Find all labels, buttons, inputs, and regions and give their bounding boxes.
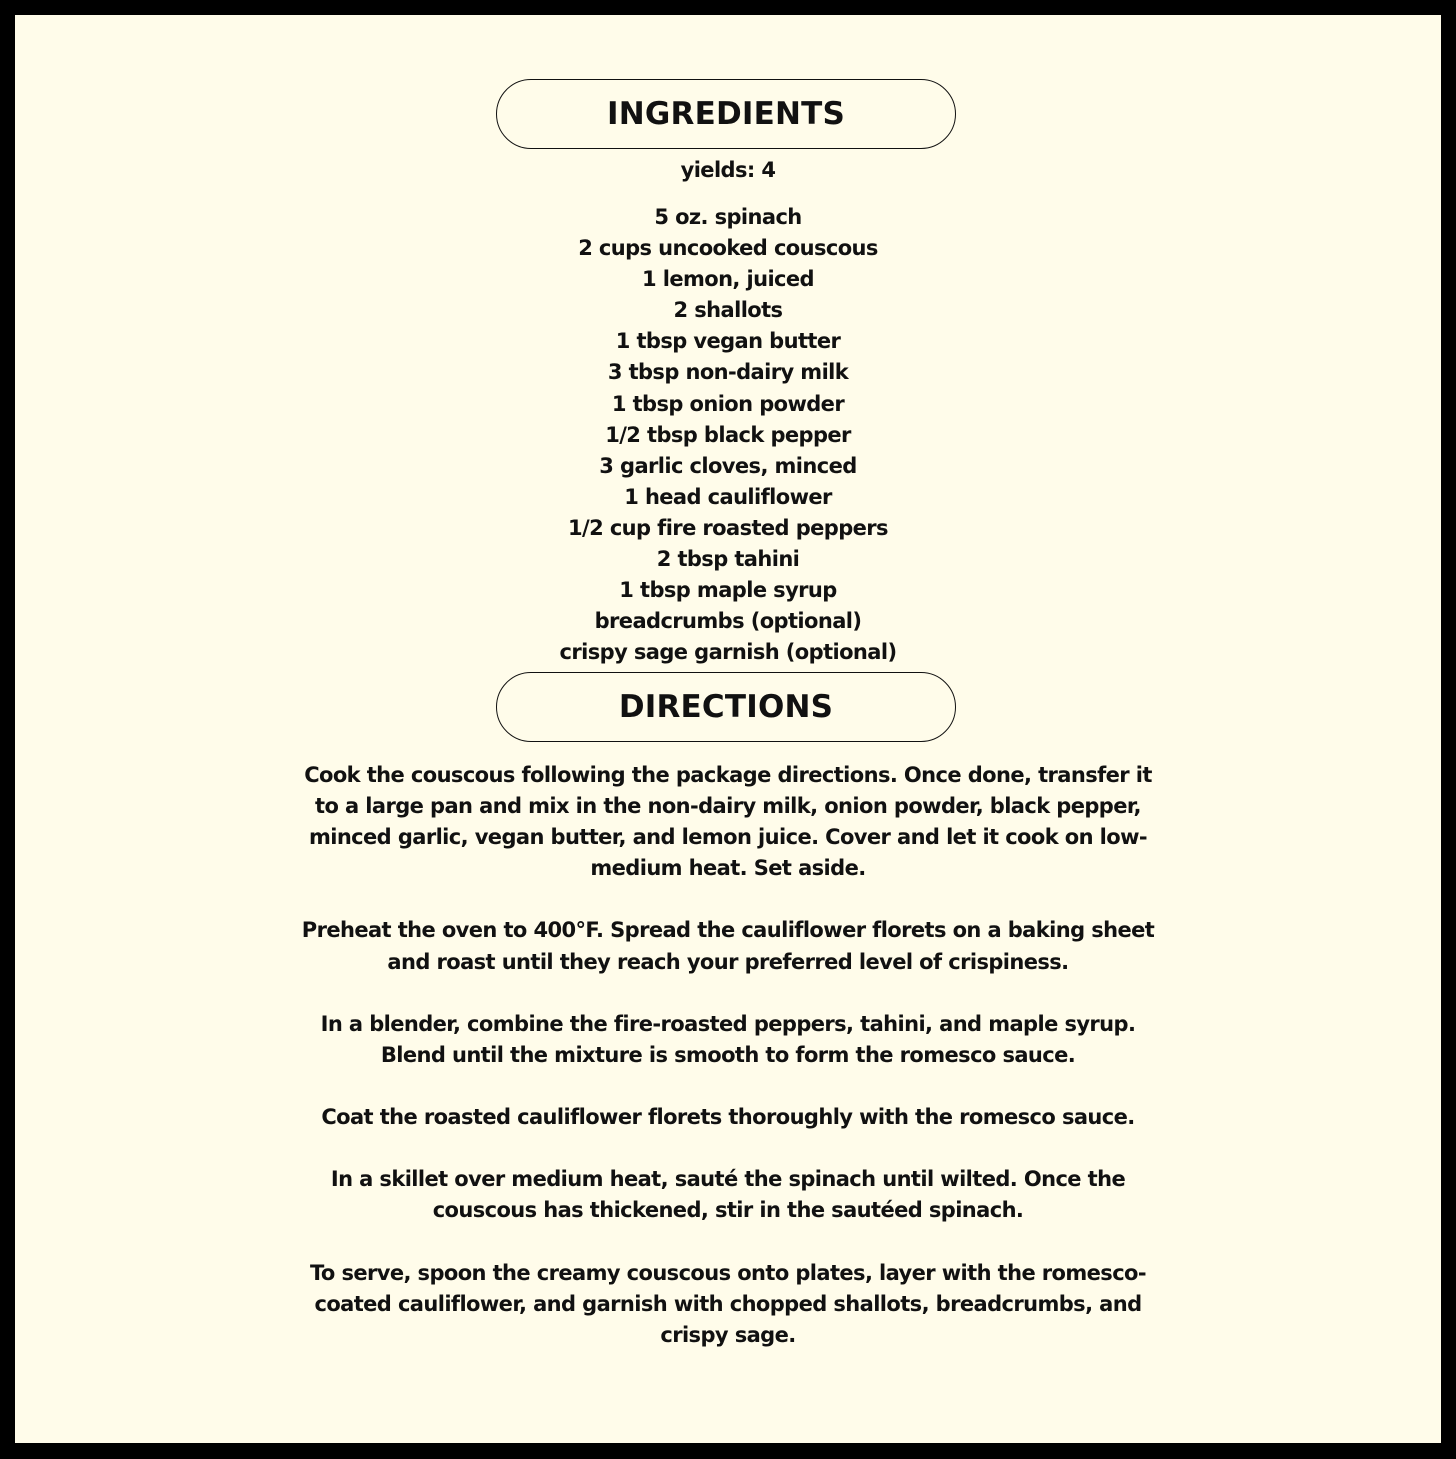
ingredient-item: 2 shallots xyxy=(673,298,783,323)
ingredient-item: 3 tbsp non-dairy milk xyxy=(607,360,849,385)
ingredients-heading xyxy=(496,79,956,149)
direction-step: Preheat the oven to 400°F. Spread the cauliflower florets on a baking sheet and roast until they reach your preferred level of crispiness. xyxy=(301,918,1155,974)
directions-heading-text: DIRECTIONS xyxy=(618,689,834,725)
direction-step: Cook the couscous following the package directions. Once done, transfer it to a large pan and mix in the non-dairy milk, onion powder, black pepper, minced garlic, vegan butter, and lemon juice. Cover and let it cook on low-medium heat. Set aside. xyxy=(304,763,1152,881)
ingredient-item: 3 garlic cloves, minced xyxy=(599,453,857,478)
direction-step: In a blender, combine the fire-roasted peppers, tahini, and maple syrup. Blend until the mixture is smooth to form the romesco sauce. xyxy=(320,1011,1136,1067)
ingredient-item: 1 head cauliflower xyxy=(624,484,832,509)
yields-label: yields: 4 xyxy=(680,158,776,182)
ingredient-item: 2 cups uncooked couscous xyxy=(578,236,878,261)
ingredient-item: 1 tbsp maple syrup xyxy=(619,578,837,603)
ingredient-item: 1/2 tbsp black pepper xyxy=(605,422,851,447)
ingredient-item: 1/2 cup fire roasted peppers xyxy=(568,515,888,540)
ingredient-list xyxy=(15,202,1441,668)
ingredient-item: 2 tbsp tahini xyxy=(656,547,800,572)
ingredient-item: 5 oz. spinach xyxy=(654,205,802,229)
ingredient-item: 1 tbsp vegan butter xyxy=(615,329,841,354)
ingredient-item: 1 lemon, juiced xyxy=(642,267,814,292)
ingredient-item: breadcrumbs (optional) xyxy=(594,609,862,634)
directions-steps xyxy=(298,760,1158,1382)
direction-step: To serve, spoon the creamy couscous onto plates, layer with the romesco-coated cauliflower, and garnish with chopped shallots, breadcrumbs, and crispy sage. xyxy=(309,1260,1147,1347)
direction-step: Coat the roasted cauliflower florets thoroughly with the romesco sauce. xyxy=(321,1105,1135,1130)
directions-heading xyxy=(496,672,956,742)
recipe-card xyxy=(15,15,1441,1443)
ingredient-item: crispy sage garnish (optional) xyxy=(559,640,897,665)
ingredient-item: 1 tbsp onion powder xyxy=(611,391,845,416)
direction-step: In a skillet over medium heat, sauté the spinach until wilted. Once the couscous has thickened, stir in the sautéed spinach. xyxy=(330,1167,1126,1223)
ingredients-heading-text: INGREDIENTS xyxy=(606,96,846,132)
